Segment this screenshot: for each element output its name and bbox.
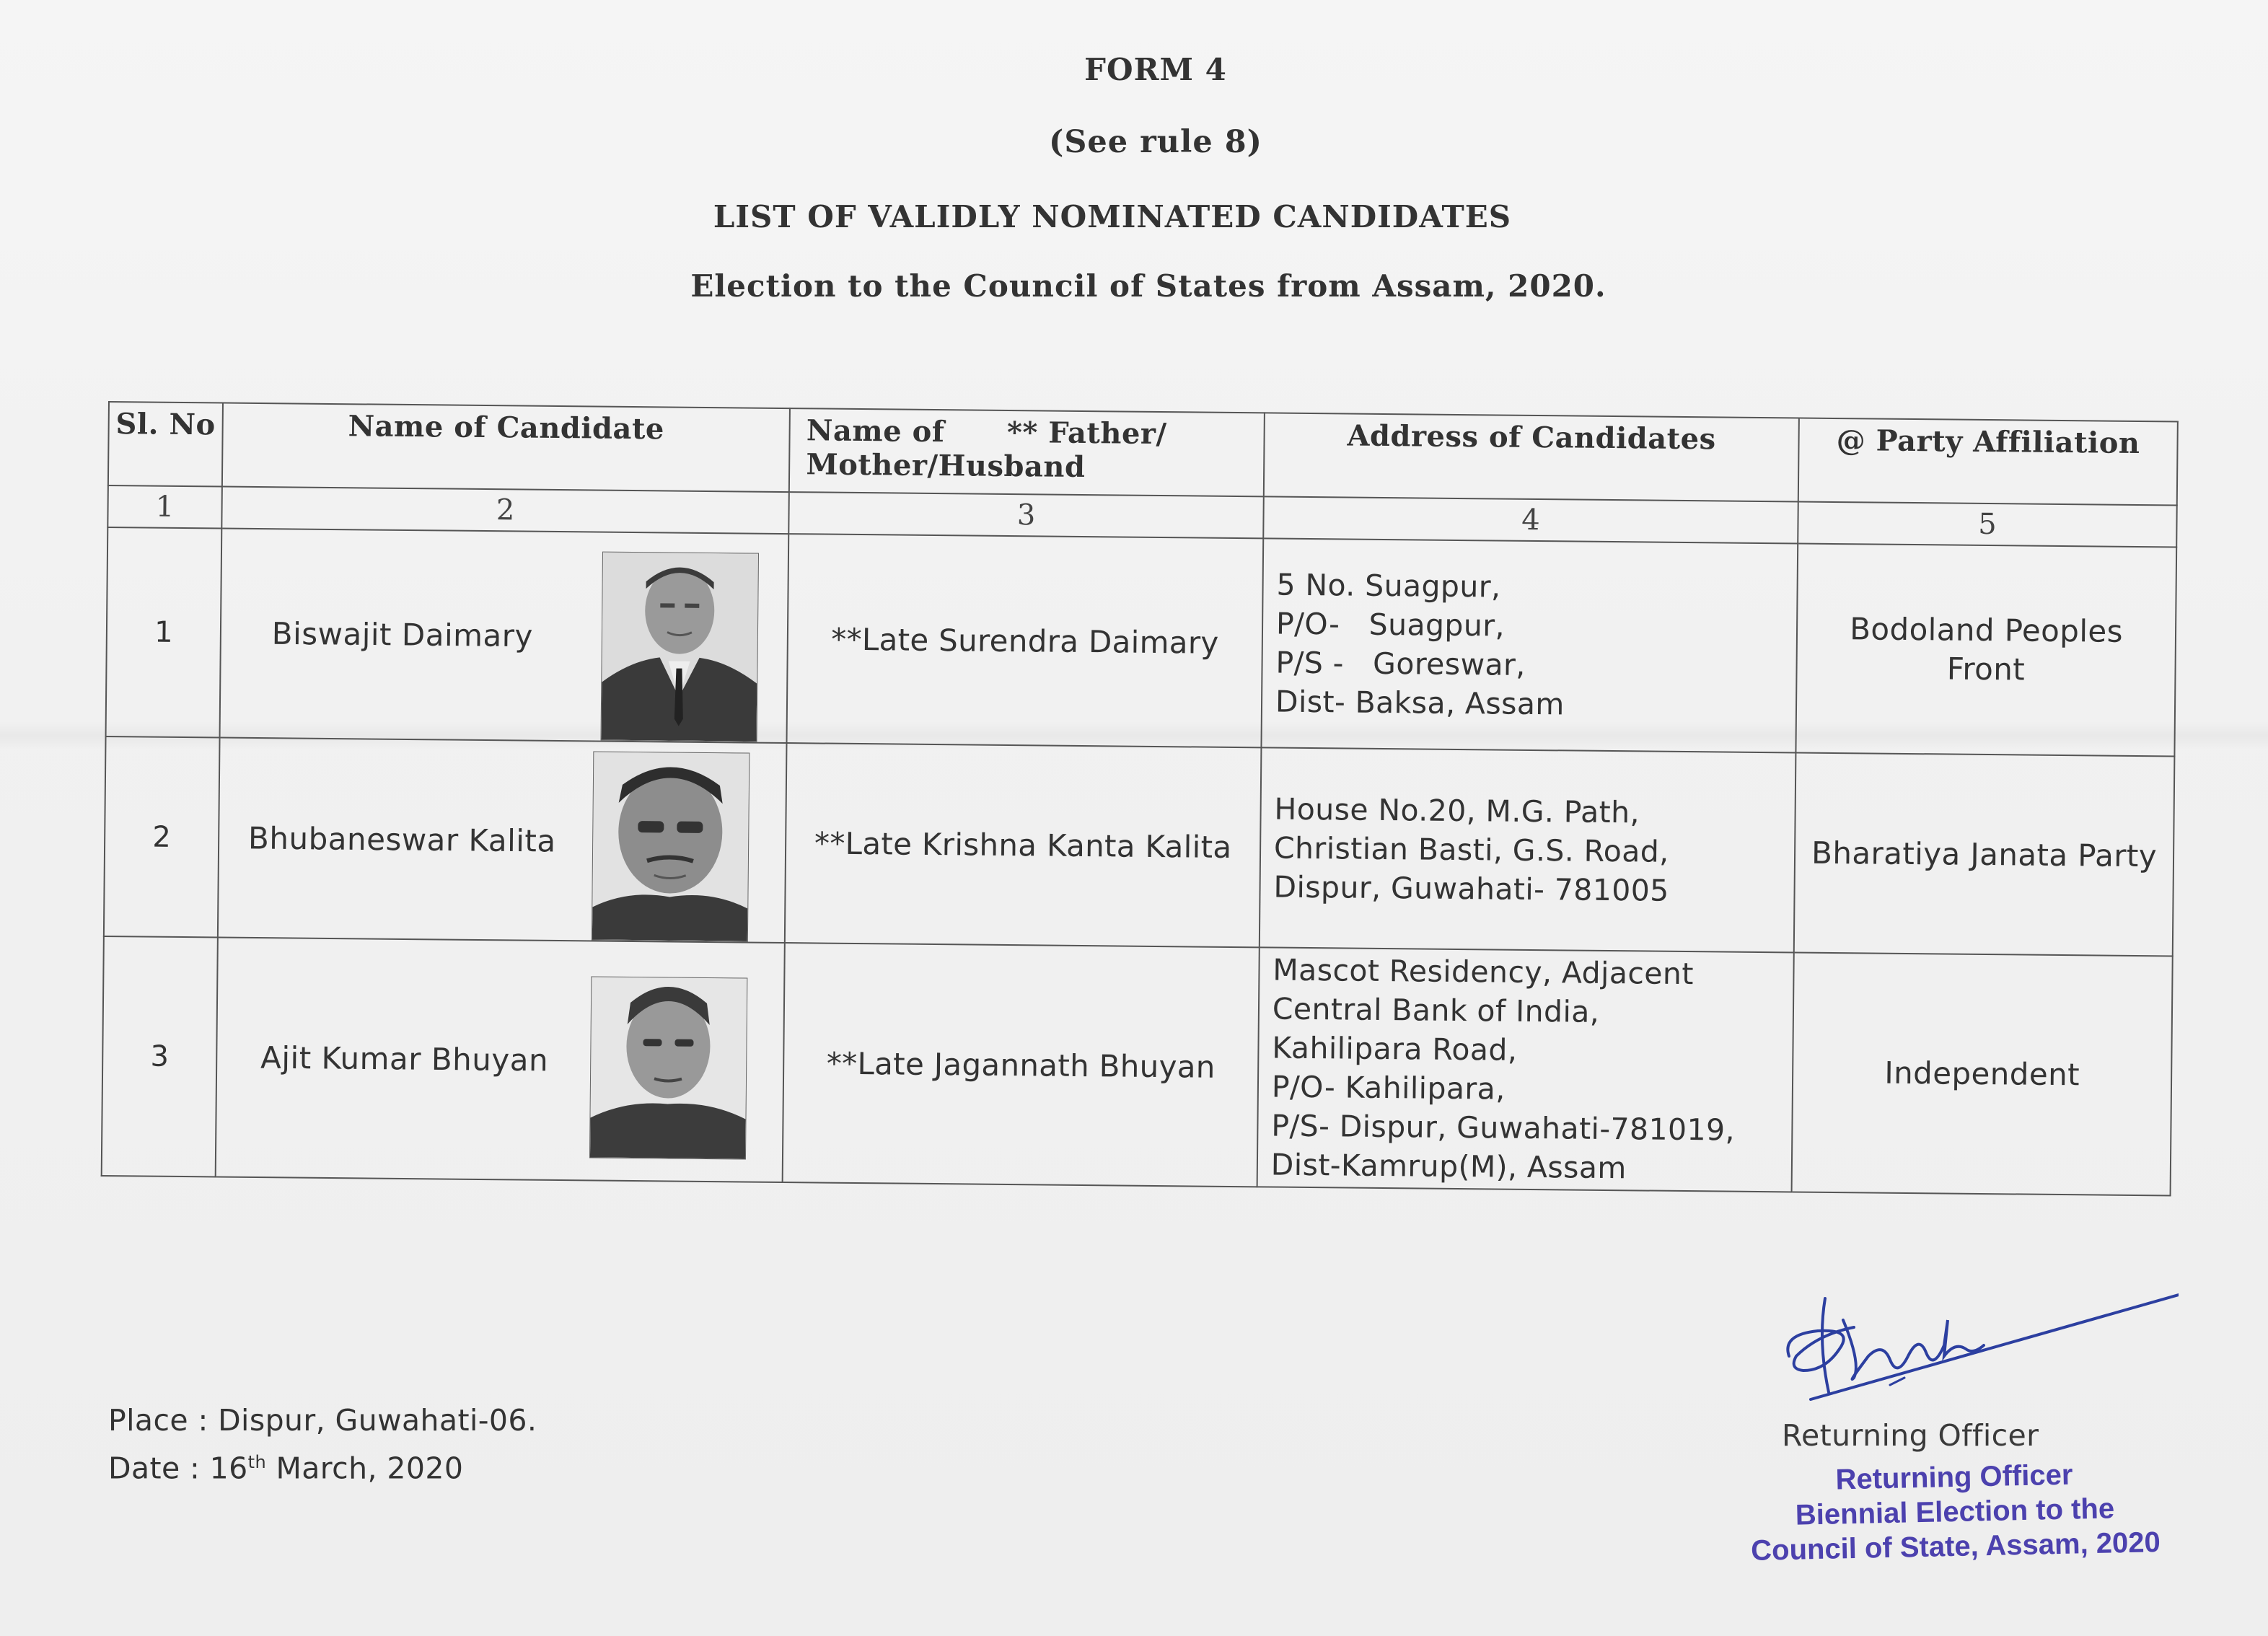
col-number: 5 (1798, 501, 2177, 547)
relative-name: **Late Krishna Kanta Kalita (785, 743, 1261, 947)
party-cell (1794, 752, 2175, 956)
candidate-photo (601, 552, 760, 742)
address-cell (1261, 538, 1798, 752)
header-relative-name (789, 408, 1265, 496)
address-line: P/S - Goreswar, (1275, 645, 1526, 682)
place-line: Place : Dispur, Guwahati-06. (108, 1403, 537, 1438)
relative-name: **Late Jagannath Bhuyan (783, 943, 1260, 1187)
relative-name: **Late Surendra Daimary (787, 534, 1263, 747)
row-sl-no: 1 (106, 527, 222, 738)
header-address: Address of Candidates (1264, 413, 1799, 501)
col-number: 2 (221, 487, 789, 535)
address-line: Kahilipara Road, (1272, 1030, 1518, 1068)
candidate-photo (589, 976, 747, 1159)
officer-signature (1775, 1277, 2179, 1421)
form-number: FORM 4 (1084, 52, 1227, 87)
col-number: 4 (1263, 496, 1798, 543)
header-relative-line1: Name of ** Father/ (806, 413, 1167, 452)
row-sl-no: 2 (104, 736, 220, 938)
address-line: Dist-Kamrup(M), Assam (1270, 1147, 1627, 1186)
official-stamp (1731, 1456, 2180, 1569)
address-line: Dispur, Guwahati- 781005 (1273, 869, 1669, 908)
party-cell (1796, 543, 2176, 756)
place-date-block (108, 1399, 537, 1490)
col-number: 1 (107, 485, 221, 529)
date-suffix: March, 2020 (266, 1451, 464, 1486)
date-prefix: Date : 16 (108, 1451, 248, 1486)
header-relative-line2: Mother/Husband (806, 447, 1086, 485)
rule-reference: (See rule 8) (1049, 124, 1262, 160)
address-line: Dist- Baksa, Assam (1275, 684, 1565, 722)
header-candidate-name: Name of Candidate (222, 403, 790, 493)
address-line: P/O- Suagpur, (1275, 606, 1506, 643)
address-line: Central Bank of India, (1272, 991, 1600, 1029)
table-row (104, 736, 2175, 956)
table-row (102, 936, 2173, 1196)
party-line: Bharatiya Janata Party (1811, 835, 2158, 874)
candidate-cell (219, 529, 788, 744)
party-line: Independent (1884, 1055, 2080, 1093)
address-line: Mascot Residency, Adjacent (1273, 952, 1695, 992)
candidates-table (101, 401, 2179, 1197)
candidate-name: Biswajit Daimary (271, 615, 534, 654)
stamp-line: Returning Officer (1835, 1459, 2073, 1496)
candidate-cell (218, 738, 787, 944)
header-sl-no: Sl. No (108, 402, 223, 487)
candidate-cell (216, 937, 786, 1182)
address-line: P/S- Dispur, Guwahati-781019, (1271, 1108, 1736, 1148)
candidate-name: Bhubaneswar Kalita (247, 819, 556, 858)
col-number: 3 (789, 492, 1264, 538)
stamp-line: Biennial Election to the (1795, 1492, 2115, 1531)
address-cell (1257, 947, 1794, 1192)
party-line: Bodoland Peoples (1849, 611, 2124, 649)
row-sl-no: 3 (102, 936, 218, 1177)
stamp-line: Council of State, Assam, 2020 (1750, 1526, 2161, 1567)
candidate-photo (592, 751, 750, 941)
address-line: House No.20, M.G. Path, (1274, 791, 1640, 830)
candidate-name: Ajit Kumar Bhuyan (260, 1039, 549, 1078)
header-party: @ Party Affiliation (1798, 418, 2178, 506)
table-row (106, 527, 2177, 757)
date-line (108, 1441, 537, 1490)
address-line: Christian Basti, G.S. Road, (1273, 830, 1669, 869)
list-title: LIST OF VALIDLY NOMINATED CANDIDATES (713, 199, 1512, 234)
address-cell (1260, 747, 1796, 952)
address-line: P/O- Kahilipara, (1271, 1069, 1506, 1107)
party-line: Front (1946, 651, 2026, 687)
address-line: 5 No. Suagpur, (1276, 567, 1501, 604)
party-cell (1792, 952, 2173, 1195)
election-title: Election to the Council of States from Assam, 2020. (690, 268, 1606, 304)
date-ordinal: th (247, 1452, 267, 1472)
returning-officer-label: Returning Officer (1782, 1418, 2039, 1453)
